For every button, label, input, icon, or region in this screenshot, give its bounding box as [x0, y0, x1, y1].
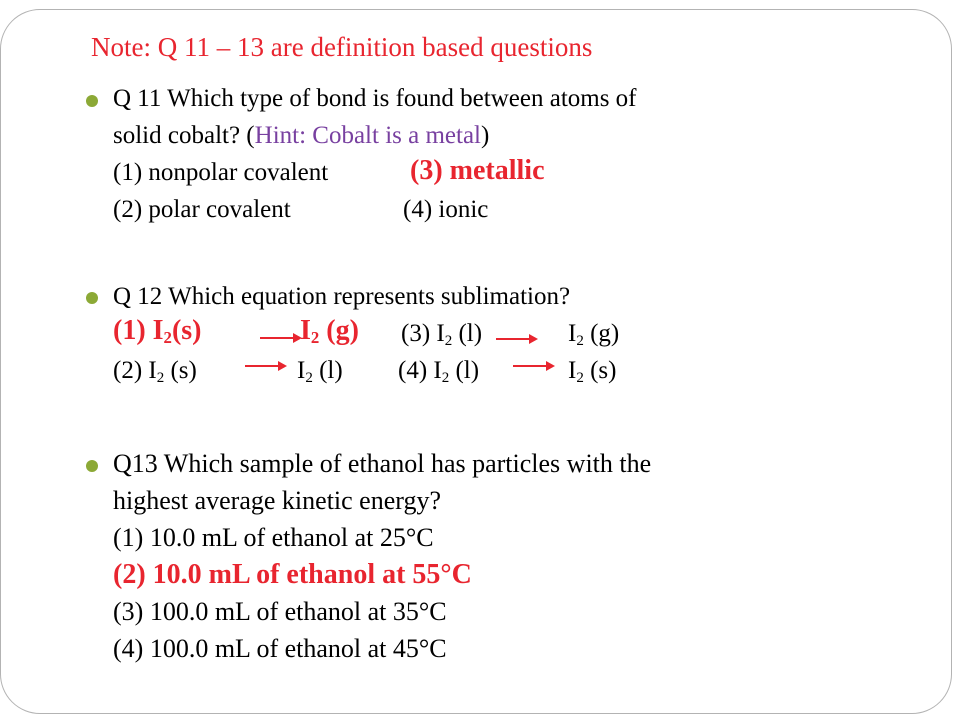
q12-option-1-answer: (1) $I_2(s)$: [113, 315, 202, 348]
q13-line1: Q13 Which sample of ethanol has particles with the: [113, 449, 652, 478]
q11-option-2: (2) polar covalent: [113, 196, 291, 223]
q13-option-4: (4) 100.0 mL of ethanol at 45°C: [113, 634, 447, 663]
note-heading: Note: Q 11 – 13 are definition based questions: [91, 32, 593, 62]
question-11: [113, 80, 637, 228]
q11-option-3-answer: (3) metallic: [410, 155, 545, 186]
q12-option-3-product: $I_2$ (g): [568, 320, 620, 349]
reaction-arrow-icon: [260, 337, 300, 339]
bullet-icon: [86, 292, 98, 304]
q12-option-1-product: $I_2$ (g): [300, 315, 359, 348]
bullet-icon: [86, 95, 98, 107]
question-13: [113, 445, 651, 667]
q11-options-row1: [113, 154, 637, 191]
q11-hint: Hint: Cobalt is a metal: [254, 122, 481, 149]
bullet-icon: [86, 460, 98, 472]
q12-option-4-product: $I_2$ (s): [568, 357, 617, 386]
q13-option-2-answer: (2) 10.0 mL of ethanol at 55°C: [113, 559, 472, 590]
q12-option-2: (2) $I_2$ (s): [113, 357, 197, 386]
q12-option-2-product: $I_2$ (l): [297, 357, 343, 386]
reaction-arrow-icon: [496, 338, 536, 340]
q11-options-row2: [113, 191, 637, 228]
q12-option-4: (4) $I_2$ (l): [398, 357, 480, 386]
q11-line2: solid cobalt? (Hint: Cobalt is a metal): [113, 122, 490, 149]
q12-question: Q 12 Which equation represents sublimation?: [113, 283, 571, 310]
q13-option-3: (3) 100.0 mL of ethanol at 35°C: [113, 597, 447, 626]
q11-line1: Q 11 Which type of bond is found between atoms of: [113, 85, 637, 112]
reaction-arrow-icon: [513, 365, 553, 367]
q11-option-1: (1) nonpolar covalent: [113, 159, 329, 186]
q12-option-3: (3) $I_2$ (l): [401, 320, 483, 349]
question-12: [113, 278, 620, 389]
q11-option-4: (4) ionic: [403, 196, 489, 223]
q12-options-row2: [113, 352, 617, 389]
q13-option-1: (1) 10.0 mL of ethanol at 25°C: [113, 523, 434, 552]
q12-options-row1: [113, 315, 620, 352]
q13-line2: highest average kinetic energy?: [113, 486, 441, 515]
reaction-arrow-icon: [245, 365, 285, 367]
